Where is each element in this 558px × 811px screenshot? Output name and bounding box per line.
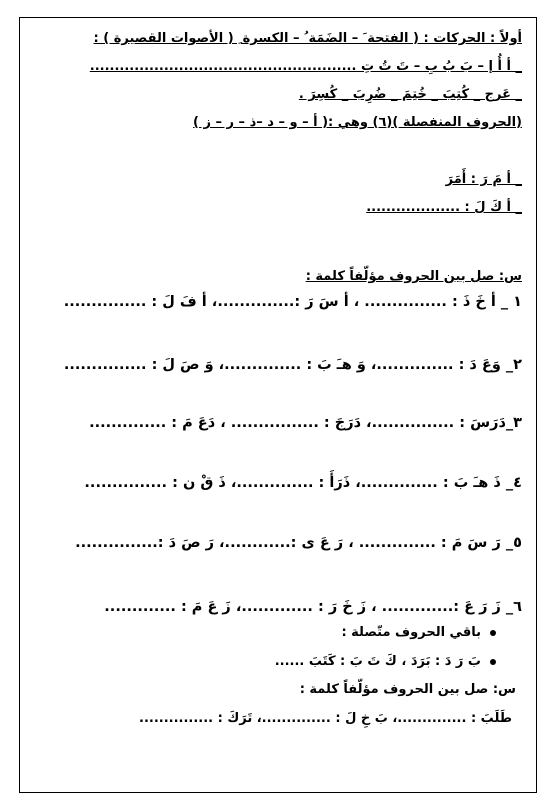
connected-letters-bullet (341, 624, 496, 642)
connected-letters-text: باقي الحروف متّصلة : (341, 625, 481, 640)
worksheet-page (19, 17, 537, 793)
connected-example-bullet (275, 653, 496, 671)
exercise-row-7: طَلَبَ : ..............، بَ خِ لَ : ..............، تَرَكَ : ............... (139, 711, 512, 726)
exercise-akala: _ أ كَ لَ : ................... (366, 200, 522, 215)
bullet-dot (490, 659, 496, 665)
exercise-row-3: ٣_دَرَسَ : ...............، دَرَجَ : ................ ، دَعَ مَ : .............. (89, 415, 522, 431)
connected-example-text: بَ رَ دَ : بَرَدَ ، كَ تَ بَ : كَتَبَ ...... (274, 654, 481, 669)
exercise-row-6: ٦_ زَ رَ عَ :............. ، زَ خَ رَ : .............، زَ عَ مَ : ............. (104, 599, 522, 615)
bullet-dot (490, 630, 496, 636)
exercise-row-4: ٤_ ذَ هـَ بَ : ..............، ذَرَأَ : ..............، ذَ قْ ن : ............... (84, 475, 522, 491)
example-amara: _ أ مَ رَ : أَمَرَ (445, 172, 522, 187)
vowels-letters-line: _ أ أُ إ – بَ بُ بِ – تَ تُ تِ ...................................................... (89, 59, 522, 74)
exercise-row-1: ١ _ أ خَ ذَ : ............... ، أ سَ رَ :..............، أ فَ لَ : ............... (63, 294, 522, 310)
separate-letters-line: (الحروف المنفصلة )(٦) وهي :( أ – و – د –ذ – ر – ز ) (193, 115, 522, 130)
vowels-heading: أولاً : الحركات : ( الفتحة َ – الضَمَة ُ – الكسرة ِ ( الأصوات القصيرة ) : (93, 31, 522, 46)
exercise-row-5: ٥_ رَ سَ مَ : .............. ، رَ عَ ى :............، رَ صَ دَ :............... (75, 535, 522, 551)
question-1-heading: س: صل بين الحروف مؤلّفاً كلمة : (305, 269, 522, 284)
question-2-heading: س: صل بين الحروف مؤلّفاً كلمة : (299, 682, 516, 697)
exercise-row-2: ٢_ وَعَ دَ : ..............، وَ هـَ بَ : ..............، وَ صَ لَ : ............... (63, 357, 522, 373)
vowels-words-line: _ عَرج _ كُتِبَ _ خُتِمَ _ ضُرِبَ _ كُسِرَ . (298, 87, 522, 102)
